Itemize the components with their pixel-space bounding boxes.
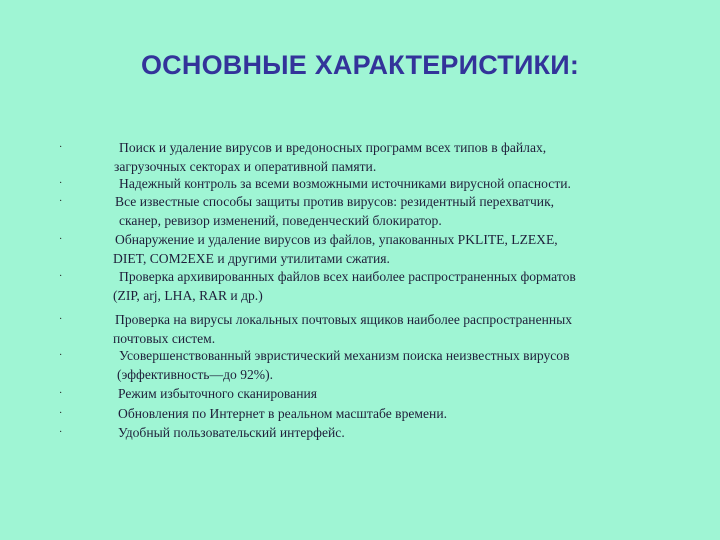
feature-item-text: сканер, ревизор изменений, поведенческий блокиратор. [119,212,442,228]
bullet-marker: · [59,196,63,207]
feature-item-text: загрузочных секторах и оперативной памяти. [114,158,377,174]
feature-item-text: Проверка архивированных файлов всех наиболее распространенных форматов [119,269,576,284]
bullet-marker: · [59,142,63,153]
bullet-marker: · [59,350,63,361]
feature-item-text: Все известные способы защиты против вирусов: резидентный перехватчик, [115,194,555,209]
bullet-marker: · [59,408,63,419]
slide-title: ОСНОВНЫЕ ХАРАКТЕРИСТИКИ: [140,50,580,80]
feature-item-text: Обнаружение и удаление вирусов из файлов, упакованных PKLITE, LZEXE, [115,232,558,247]
bullet-marker: · [59,427,63,438]
feature-item-text: Режим избыточного сканирования [118,386,318,401]
feature-item-text: Поиск и удаление вирусов и вредоносных программ всех типов в файлах, [119,140,547,155]
feature-item-text: (эффективность—до 92%). [117,366,274,382]
feature-item-text: DIET, COM2EXE и другими утилитами сжатия. [113,250,390,266]
feature-item-text: почтовых систем. [113,330,216,346]
feature-item-text: Усовершенствованный эвристический механизм поиска неизвестных вирусов [119,348,570,363]
bullet-marker: · [59,271,63,282]
bullet-marker: · [59,388,63,399]
feature-item-text: Надежный контроль за всеми возможными источниками вирусной опасности. [119,176,571,191]
bullet-marker: · [59,234,63,245]
feature-item-text: (ZIP, arj, LHA, RAR и др.) [113,287,263,303]
feature-item-text: Удобный пользовательский интерфейс. [118,425,345,440]
feature-item-text: Проверка на вирусы локальных почтовых ящиков наиболее распространенных [115,312,573,327]
bullet-marker: · [59,178,63,189]
bullet-marker: · [59,314,63,325]
feature-item-text: Обновления по Интернет в реальном масштабе времени. [118,406,447,421]
